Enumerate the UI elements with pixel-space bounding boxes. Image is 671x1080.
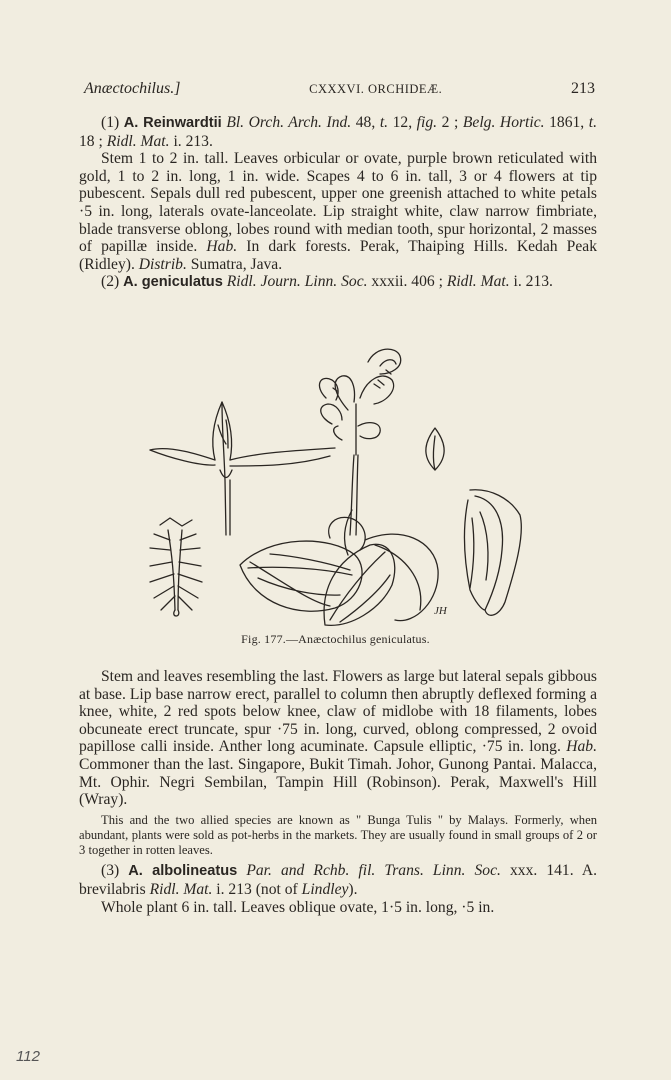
margin-note: 112 — [16, 1048, 40, 1065]
species-2-note: This and the two allied species are known as " Bunga Tulis " by Malays. Formerly, when abundant, plants were sold as pot-herbs in the markets. They are usually found in small groups of 2 or 3 together in rotten leaves. — [79, 812, 597, 858]
species-1-description: Stem 1 to 2 in. tall. Leaves orbicular or ovate, purple brown reticulated with gold, 1 to 2 in. long, 1 in. wide. Scapes 4 to 6 in. tall, 3 or 4 flowers at tip pubescent. Sepals dull red pubescent, upper one greenish attached to white petals ·5 in. long, laterals ovate-lanceolate. Lip straight white, claw narrow fimbriate, blade transverse oblong, lobes round with median tooth, spur horizontal, 2 masses of papillæ inside. Hab. In dark forests. Perak, Thaiping Hills. Kedah Peak (Ridley). Distrib. Sumatra, Java. — [79, 150, 597, 273]
species-1-heading: (1) A. Reinwardtii Bl. Orch. Arch. Ind. 48, t. 12, fig. 2 ; Belg. Hortic. 1861, t. 18 ; Ridl. Mat. i. 213. — [79, 114, 597, 150]
species-2-block — [79, 668, 597, 916]
species-2-description: Stem and leaves resembling the last. Flowers as large but lateral sepals gibbous at base. Lip base narrow erect, parallel to column then abruptly deflexed forming a knee, white, 2 red spots below knee, claw of midlobe with 18 filaments, lobes obcuneate erect truncate, spur ·75 in. long, curved, oblong compressed, 2 ovoid papillose calli inside. Anther long acuminate. Capsule elliptic, ·75 in. long. Hab. Commoner than the last. Singapore, Bukit Timah. Johor, Gunong Pantai. Malacca, Mt. Ophir. Negri Sembilan, Tampin Hill (Robinson). Perak, Maxwell's Hill (Wray). — [79, 668, 597, 809]
species-3-name: A. albolineatus — [128, 863, 238, 880]
species-3-description: Whole plant 6 in. tall. Leaves oblique ovate, 1·5 in. long, ·5 in. — [101, 898, 495, 916]
figure-caption: Fig. 177.—Anæctochilus geniculatus. — [241, 632, 430, 646]
genus-header: Anæctochilus.] — [84, 80, 181, 97]
family-header: CXXXVI. ORCHIDEÆ. — [309, 82, 443, 96]
species-3-heading: (3) A. albolineatus Par. and Rchb. fil. Trans. Linn. Soc. xxx. 141. A. brevilabris Ridl. Mat. i. 213 (not of Lindley). — [79, 862, 598, 898]
lip-drawing — [150, 402, 335, 535]
species-2-heading: (2) A. geniculatus Ridl. Journ. Linn. Soc. xxxii. 406 ; Ridl. Mat. i. 213. — [101, 273, 553, 291]
petal-drawing — [426, 428, 444, 470]
species-2-name: A. geniculatus — [123, 274, 223, 291]
illustrator-initials: JH — [434, 605, 447, 617]
orchid-illustration — [130, 340, 550, 640]
flower-spike-drawing — [319, 349, 400, 535]
side-flower-drawing — [464, 490, 521, 616]
running-head — [84, 80, 595, 98]
fimbriate-lip-drawing — [150, 518, 202, 616]
page-number: 213 — [571, 80, 595, 97]
species-1-name: A. Reinwardtii — [123, 115, 222, 131]
leaves-drawing — [240, 510, 438, 625]
species-1-block — [79, 114, 597, 292]
